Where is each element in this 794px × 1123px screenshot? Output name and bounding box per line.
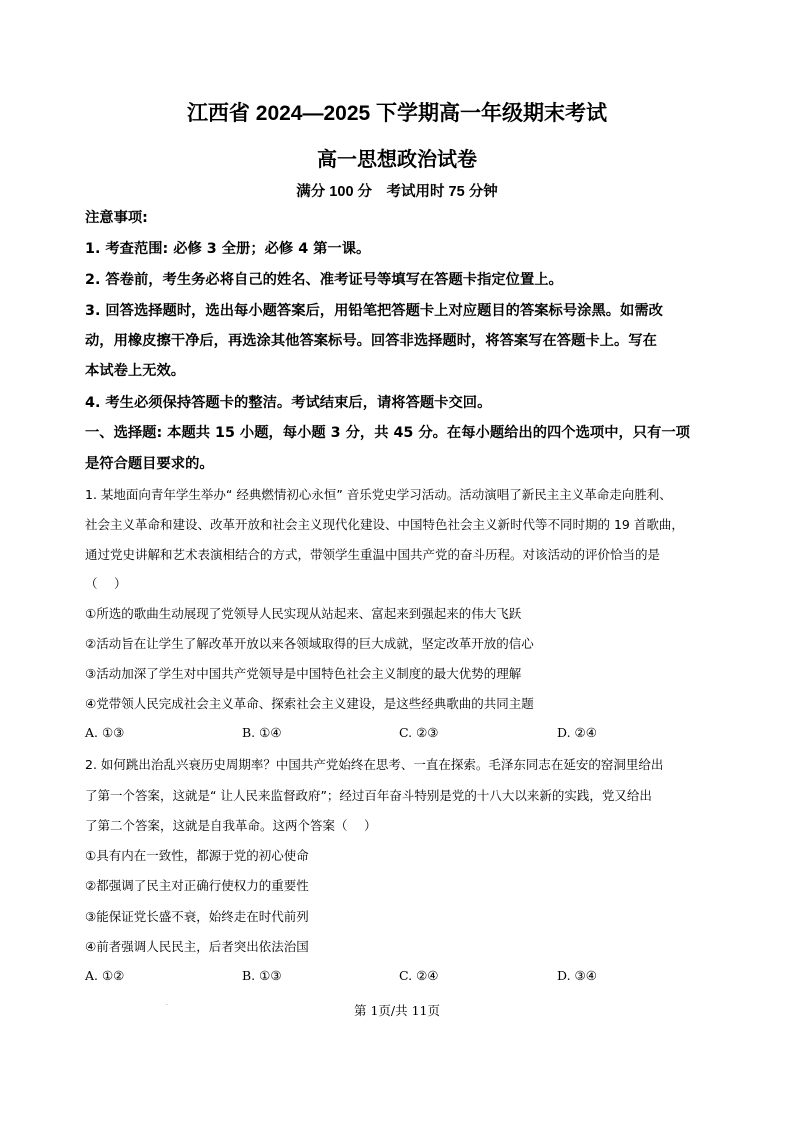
notes-heading: 注意事项: bbox=[85, 210, 148, 226]
q2-option-a: A. ①② bbox=[85, 968, 125, 983]
note-4: 4. 考生必须保持答题卡的整洁。考试结束后，请将答题卡交回。 bbox=[85, 395, 492, 411]
q1-statement-1: ①所选的歌曲生动展现了党领导人民实现从站起来、富起来到强起来的伟大飞跃 bbox=[85, 606, 522, 621]
note-1: 1. 考查范围: 必修 3 全册；必修 4 第一课。 bbox=[85, 241, 371, 257]
q2-option-c: C. ②④ bbox=[399, 968, 439, 983]
q2-statement-3: ③能保证党长盛不衰，始终走在时代前列 bbox=[85, 909, 309, 924]
page-number: 第 1页/共 11页 bbox=[353, 1003, 441, 1018]
q1-stem-line-2: 社会主义革命和建设、改革开放和社会主义现代化建设、中国特色社会主义新时代等不同时期的 19 首歌曲， bbox=[85, 517, 684, 532]
q1-answer-blank: （ ） bbox=[85, 576, 127, 591]
note-3-line-3: 本试卷上无效。 bbox=[85, 363, 186, 379]
q2-option-b: B. ①③ bbox=[242, 968, 282, 983]
q1-option-b: B. ①④ bbox=[242, 725, 282, 740]
q1-stem-line-3: 通过党史讲解和艺术表演相结合的方式，带领学生重温中国共产党的奋斗历程。对该活动的评价恰当的是 bbox=[85, 547, 661, 562]
q2-option-d: D. ③④ bbox=[557, 968, 597, 983]
note-3-line-1: 3. 回答选择题时，选出每小题答案后，用铅笔把答题卡上对应题目的答案标号涂黑。如需改 bbox=[85, 303, 663, 319]
q2-stem-line-1: 2. 如何跳出治乱兴衰历史周期率？中国共产党始终在思考、一直在探索。毛泽东同志在延安的窑洞里给出 bbox=[85, 757, 664, 772]
exam-title: 江西省 2024—2025 下学期高一年级期末考试 bbox=[186, 102, 608, 125]
note-3-line-2: 动，用橡皮擦干净后，再选涂其他答案标号。回答非选择题时，将答案写在答题卡上。写在 bbox=[85, 333, 657, 349]
q2-stem-line-2: 了第一个答案，这就是“ 让人民来监督政府”；经过百年奋斗特别是党的十八大以来新的实践，党又给出 bbox=[85, 788, 652, 803]
q1-statement-2: ②活动旨在让学生了解改革开放以来各领域取得的巨大成就，坚定改革开放的信心 bbox=[85, 636, 534, 651]
q1-statement-4: ④党带领人民完成社会主义革命、探索社会主义建设，是这些经典歌曲的共同主题 bbox=[85, 696, 534, 711]
stray-dot: · bbox=[166, 1002, 168, 1009]
note-2: 2. 答卷前，考生务必将自己的姓名、准考证号等填写在答题卡指定位置上。 bbox=[85, 272, 563, 288]
q1-stem-line-1: 1. 某地面向青年学生举办“ 经典燃情初心永恒” 音乐党史学习活动。活动演唱了新民主主义革命走向胜利、 bbox=[85, 487, 672, 502]
score-time: 满分 100 分 考试用时 75 分钟 bbox=[296, 184, 498, 200]
q2-statement-2: ②都强调了民主对正确行使权力的重要性 bbox=[85, 878, 309, 893]
q2-statement-1: ①具有内在一致性，都源于党的初心使命 bbox=[85, 848, 309, 863]
section-heading-line-2: 是符合题目要求的。 bbox=[85, 456, 214, 472]
section-heading-line-1: 一、选择题: 本题共 15 小题，每小题 3 分，共 45 分。在每小题给出的四个选项中，只有一项 bbox=[85, 425, 690, 441]
q1-option-c: C. ②③ bbox=[399, 725, 439, 740]
q1-statement-3: ③活动加深了学生对中国共产党领导是中国特色社会主义制度的最大优势的理解 bbox=[85, 666, 522, 681]
q2-statement-4: ④前者强调人民民主，后者突出依法治国 bbox=[85, 939, 309, 954]
q1-option-d: D. ②④ bbox=[557, 725, 597, 740]
q2-stem-line-3: 了第二个答案，这就是自我革命。这两个答案（ ） bbox=[85, 818, 377, 833]
exam-subtitle: 高一思想政治试卷 bbox=[317, 149, 477, 171]
q1-option-a: A. ①③ bbox=[85, 725, 125, 740]
